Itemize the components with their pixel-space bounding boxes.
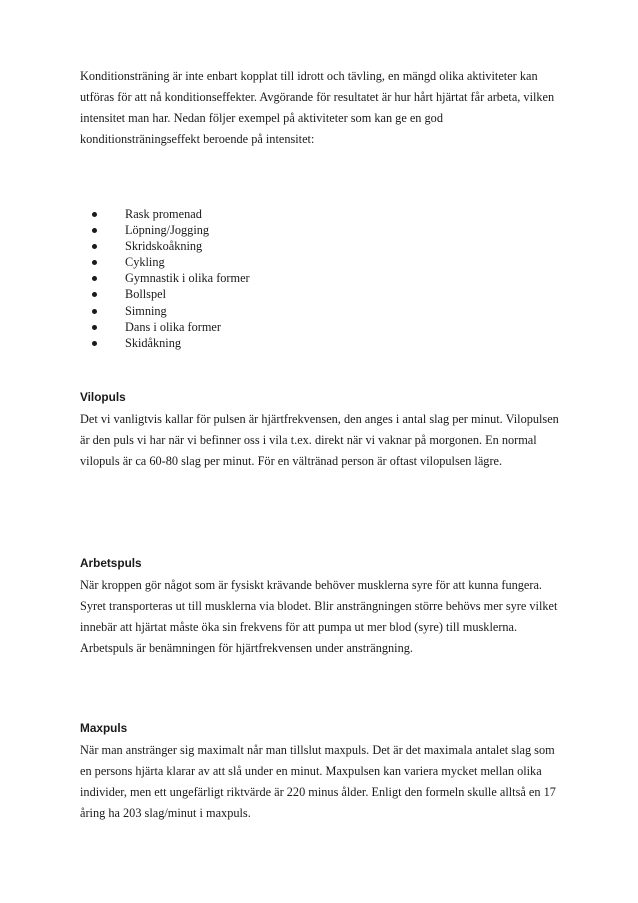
section-heading-vilopuls: Vilopuls [80,390,126,404]
bullet-icon [92,325,97,330]
bullet-icon [92,212,97,217]
section-arbetspuls [80,555,566,659]
section-text-arbetspuls: När kroppen gör något som är fysiskt krävande behöver musklerna syre för att kunna fungera. Syret transporteras ut till musklerna via blodet. Blir ansträngningen större behövs mer syre vilket innebär att hjärtat måste öka sin frekvens för att pumpa ut mer blod (syre) till musklerna. Arbetspuls är benämningen för hjärtfrekvensen under ansträngning. [80,578,558,655]
bullet-icon [92,276,97,281]
bullet-icon [92,228,97,233]
bullet-icon [92,309,97,314]
bullet-icon [92,292,97,297]
list-item: Simning [92,303,566,319]
list-item: Dans i olika former [92,319,566,335]
list-item: Cykling [92,254,566,270]
list-item: Gymnastik i olika former [92,270,566,286]
bullet-icon [92,341,97,346]
section-heading-arbetspuls: Arbetspuls [80,556,142,570]
section-text-vilopuls: Det vi vanligtvis kallar för pulsen är hjärtfrekvensen, den anges i antal slag per minut. Vilopulsen är den puls vi har när vi befinner oss i vila t.ex. direkt när vi vaknar på morgonen. En normal vilopuls är ca 60-80 slag per minut. För en vältränad person är oftast vilopulsen lägre. [80,412,559,468]
document-page [80,66,566,351]
list-item: Löpning/Jogging [92,222,566,238]
section-maxpuls [80,720,566,824]
bullet-icon [92,244,97,249]
section-heading-maxpuls: Maxpuls [80,721,128,735]
list-item: Rask promenad [92,206,566,222]
activity-list [80,206,566,351]
list-item: Skidåkning [92,335,566,351]
bullet-icon [92,260,97,265]
intro-paragraph: Konditionsträning är inte enbart kopplat till idrott och tävling, en mängd olika aktiviteter kan utföras för att nå konditionseffekter. Avgörande för resultatet är hur hårt hjärtat får arbeta, vilken intensitet man har. Nedan följer exempel på aktiviteter som kan ge en god konditionsträningseffekt beroende på intensitet: [80,69,555,146]
section-text-maxpuls: När man anstränger sig maximalt når man tillslut maxpuls. Det är det maximala antalet slag som en persons hjärta klarar av att slå under en minut. Maxpulsen kan variera mycket mellan olika individer, men ett ungefärligt riktvärde är 220 minus ålder. Enligt den formeln skulle alltså en 17 åring ha 203 slag/minut i maxpuls. [80,743,556,820]
section-vilopuls [80,389,566,472]
list-item: Bollspel [92,286,566,302]
list-item: Skridskoåkning [92,238,566,254]
